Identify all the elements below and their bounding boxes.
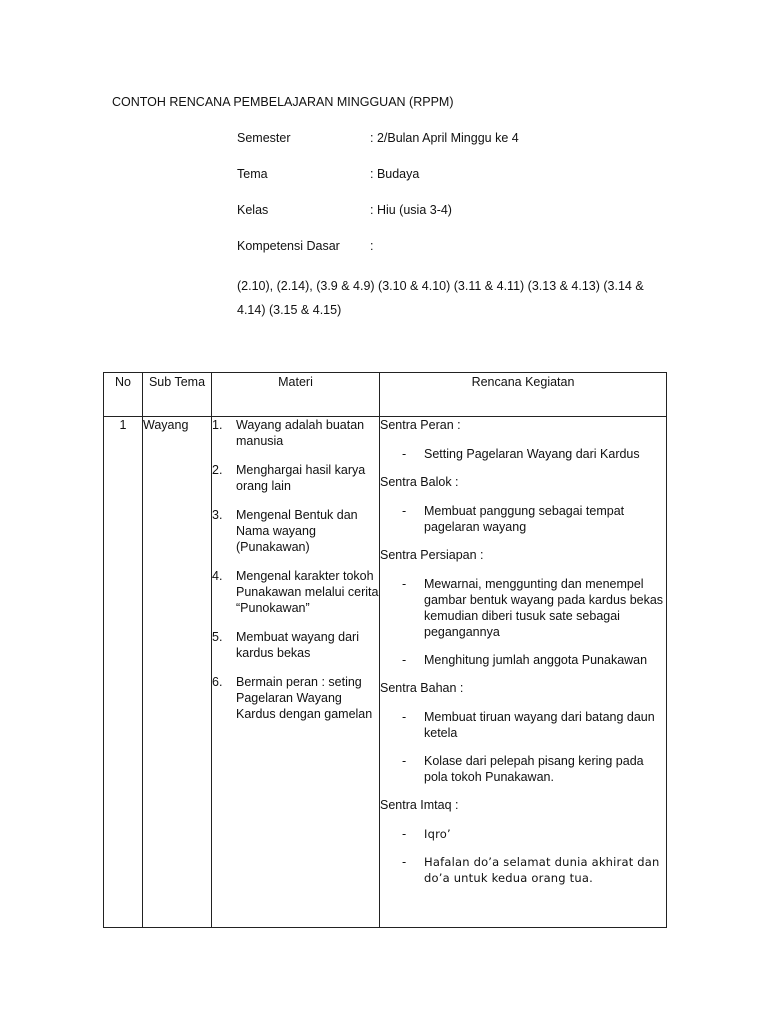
- activity-item: [380, 446, 666, 462]
- item-text: Wayang adalah buatan manusia: [236, 418, 365, 448]
- activity-text: Hafalan do’a selamat dunia akhirat dan do’a untuk kedua orang tua.: [424, 855, 660, 885]
- item-text: Membuat wayang dari kardus bekas: [236, 630, 359, 660]
- row-sub-tema: Wayang: [143, 417, 212, 928]
- sentra-title: Sentra Balok :: [380, 475, 459, 489]
- sentra-title: Sentra Peran :: [380, 418, 461, 432]
- activity-item: [380, 854, 666, 886]
- meta-label: Kelas: [237, 203, 269, 217]
- rencana-kegiatan-cell: [380, 417, 667, 928]
- dash-bullet: -: [402, 710, 407, 724]
- meta-row-kelas: [237, 202, 667, 238]
- sentra-title: Sentra Bahan :: [380, 681, 464, 695]
- activity-text: Mewarnai, menggunting dan menempel gambar bentuk wayang pada kardus bekas kemudian diberi tusuk sate sebagai pegangannya: [424, 577, 664, 639]
- list-item: [212, 417, 379, 449]
- activity-item: [380, 753, 666, 785]
- header-materi: Materi: [212, 373, 380, 417]
- meta-info: [237, 130, 667, 274]
- materi-list: [212, 417, 379, 722]
- table-row: [104, 417, 667, 928]
- item-number: 4.: [212, 569, 223, 583]
- sentra-title: Sentra Imtaq :: [380, 798, 459, 812]
- table-header-row: [104, 373, 667, 417]
- header-no: No: [104, 373, 143, 417]
- item-number: 2.: [212, 463, 223, 477]
- activity-text: Menghitung jumlah anggota Punakawan: [424, 653, 648, 667]
- list-item: [212, 629, 379, 661]
- sentra-persiapan: [380, 547, 666, 668]
- item-number: 6.: [212, 675, 223, 689]
- meta-label: Kompetensi Dasar: [237, 239, 340, 253]
- list-item: [212, 507, 379, 555]
- dash-bullet: -: [402, 754, 407, 768]
- sentra-title: Sentra Persiapan :: [380, 548, 484, 562]
- activity-item: [380, 576, 666, 640]
- header-sub-tema: Sub Tema: [143, 373, 212, 417]
- dash-bullet: -: [402, 855, 407, 869]
- activity-text: Iqro’: [424, 827, 451, 841]
- activity-text: Setting Pagelaran Wayang dari Kardus: [424, 447, 640, 461]
- item-text: Menghargai hasil karya orang lain: [236, 463, 366, 493]
- dash-bullet: -: [402, 653, 407, 667]
- meta-row-tema: [237, 166, 667, 202]
- meta-row-semester: [237, 130, 667, 166]
- item-number: 3.: [212, 508, 223, 522]
- activity-item: [380, 652, 666, 668]
- item-number: 1.: [212, 418, 223, 432]
- list-item: [212, 674, 379, 722]
- activity-item: [380, 503, 666, 535]
- dash-bullet: -: [402, 577, 407, 591]
- dash-bullet: -: [402, 827, 407, 841]
- activity-item: [380, 709, 666, 741]
- item-text: Mengenal karakter tokoh Punakawan melalui cerita “Punokawan”: [236, 569, 379, 615]
- dash-bullet: -: [402, 447, 407, 461]
- kompetensi-dasar-codes: (2.10), (2.14), (3.9 & 4.9) (3.10 & 4.10) (3.11 & 4.11) (3.13 & 4.13) (3.14 & 4.14) (3.15 & 4.15): [237, 279, 644, 317]
- document-title: CONTOH RENCANA PEMBELAJARAN MINGGUAN (RPPM): [112, 95, 454, 109]
- meta-label: Tema: [237, 167, 268, 181]
- materi-cell: [212, 417, 380, 928]
- sentra-balok: [380, 474, 666, 535]
- sentra-peran: [380, 417, 666, 462]
- meta-value: : 2/Bulan April Minggu ke 4: [370, 131, 519, 145]
- meta-row-kompetensi-dasar: [237, 238, 667, 274]
- item-text: Bermain peran : seting Pagelaran Wayang Kardus dengan gamelan: [236, 675, 373, 721]
- meta-label: Semester: [237, 131, 291, 145]
- sentra-bahan: [380, 680, 666, 785]
- list-item: [212, 462, 379, 494]
- sentra-imtaq: [380, 797, 666, 886]
- meta-value: : Budaya: [370, 167, 420, 181]
- rppm-table: [103, 372, 667, 928]
- activity-text: Kolase dari pelepah pisang kering pada pola tokoh Punakawan.: [424, 754, 644, 784]
- activity-text: Membuat tiruan wayang dari batang daun ketela: [424, 710, 655, 740]
- activity-text: Membuat panggung sebagai tempat pagelaran wayang: [424, 504, 625, 534]
- meta-value: : Hiu (usia 3-4): [370, 203, 452, 217]
- meta-value: :: [370, 239, 374, 253]
- list-item: [212, 568, 379, 616]
- header-rencana-kegiatan: Rencana Kegiatan: [380, 373, 667, 417]
- activity-item: [380, 826, 666, 842]
- dash-bullet: -: [402, 504, 407, 518]
- item-number: 5.: [212, 630, 223, 644]
- row-number: 1: [104, 417, 143, 928]
- item-text: Mengenal Bentuk dan Nama wayang (Punakawan): [236, 508, 358, 554]
